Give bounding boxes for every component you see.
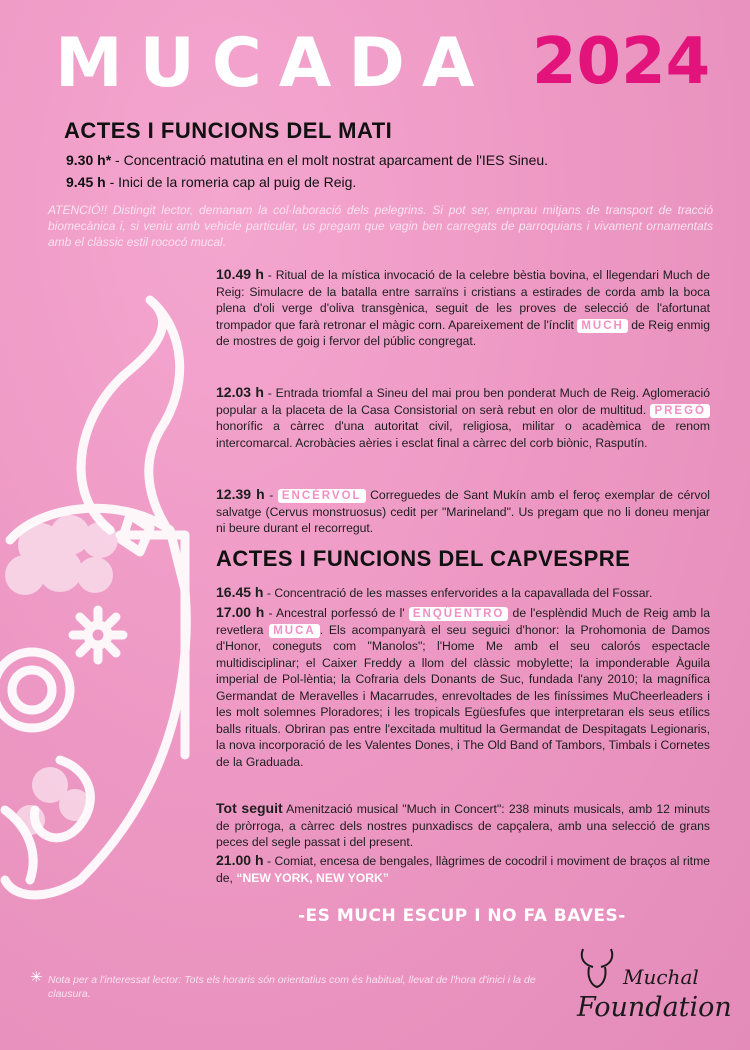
text-1239-a: - (264, 488, 278, 502)
text-1700-b: de l'esplèndid Much de Reig amb la revetlera (216, 606, 711, 637)
page-title: MUCADA (55, 24, 492, 103)
text-1049-b: de Reig enmig de mostres de goig i fervor del públic congregat. (216, 317, 710, 348)
schedule-block-1700 (216, 604, 710, 770)
schedule-block-1645 (216, 584, 710, 602)
pill-enquentro: ENQÜENTRO (409, 607, 508, 621)
title-year: 2024 (532, 25, 711, 99)
text-1049-a: - Ritual de la mística invocació de la celebre bèstia bovina, el llegendari Much de Reig: Simulacre de la batalla entre sarraïns i cristians a estirades de corda amb la boca plena d'oli verge d'oliva transgènica, seguit de les proves de selecció de l'afortunat trompador que farà retronar el màgic corn. Apareixement de l'ínclit (216, 268, 710, 332)
label-tot-seguit: Tot seguit (216, 800, 283, 816)
schedule-item-0945 (66, 174, 356, 190)
schedule-block-1239 (216, 486, 710, 537)
slogan: -ES MUCH ESCUP I NO FA BAVES- (298, 906, 626, 926)
text-1700-a: - Ancestral porfessó de l' (264, 606, 409, 620)
time-1700: 17.00 h (216, 604, 265, 620)
pill-much: MUCH (577, 319, 628, 333)
text-2100: - Comiat, encesa de bengales, llàgrimes de cocodril i moviment de braços al ritme de, (216, 854, 710, 885)
text-1239-b: Correguedes de Sant Mukín amb el feroç exemplar de cérvol salvatge (Cervus monstruosus) cedit per "Marineland". Us pregam que no li doneu menjar ni beure durant el recorregut. (216, 488, 710, 535)
asterisk-icon: ✳ (30, 969, 43, 986)
logo-foundation: Foundation (577, 992, 732, 1023)
attention-notice: ATENCIÓ!! Distingit lector, demanam la col·laboració dels pelegrins. Si pot ser, emprau mitjans de transport de tracció biomecànica i, si veniu amb vehicle particular, us pregam que vagin ben carregats de parroquians i vivament ornamentats amb el clàssic estil rococó mucal. (48, 203, 713, 249)
schedule-item-0930 (66, 152, 548, 168)
text-0945: - Inici de la romeria cap al puig de Reig. (105, 174, 357, 190)
text-1203-b: honorífic a càrrec d'una autoritat civil, religiosa, militar o acadèmica de renom intercomarcal. Acrobàcies aèries i esclat final a càrrec del corb biònic, Rasputín. (216, 419, 710, 450)
bull-head-icon (577, 945, 617, 990)
logo-muchal: Muchal (623, 965, 699, 989)
time-1203: 12.03 h (216, 384, 264, 400)
schedule-block-1203 (216, 384, 710, 451)
time-2100: 21.00 h (216, 852, 264, 868)
new-york-highlight: “NEW YORK, NEW YORK” (236, 870, 389, 885)
schedule-block-tot-seguit (216, 800, 710, 851)
muchal-foundation-logo (565, 945, 732, 1030)
time-0930: 9.30 h* (66, 152, 112, 168)
section-title-morning: ACTES I FUNCIONS DEL MATI (64, 118, 393, 143)
time-0945: 9.45 h (66, 174, 106, 190)
text-1203-a: - Entrada triomfal a Sineu del mai prou ben ponderat Much de Reig. Aglomeració popular a la placeta de la Casa Consistorial on serà rebut en olor de multitud. (216, 386, 710, 417)
schedule-block-2100 (216, 852, 710, 886)
footnote: Nota per a l'interessat lector: Tots els horaris són orientatius com és habitual, llevat de l'hora d'inici i la de clausura. (48, 974, 536, 1000)
text-0930: - Concentració matutina en el molt nostrat aparcament de l'IES Sineu. (111, 152, 549, 168)
pill-prego: PREGÓ (650, 404, 710, 418)
text-tot-seguit: Amenització musical "Much in Concert": 238 minuts musicals, amb 12 minuts de pròrroga, a càrrec dels nostres punxadiscs de capçalera, amb una selecció de grans peces del segle passat i del present. (216, 802, 711, 849)
schedule-block-1049 (216, 266, 710, 350)
time-1645: 16.45 h (216, 584, 264, 600)
text-1645: - Concentració de les masses enfervorides a la capavallada del Fossar. (263, 586, 653, 600)
pill-muca: MUCA (269, 624, 320, 638)
bull-mascot-illustration (0, 290, 200, 930)
text-1700-c: . Els acompanyarà el seu seguici d'honor: la Prohomonia de Damos d'Honor, coneguts com "Manolos"; l'Home Me amb el seu calorós espectacle multidisciplinar; el Caixer Freddy a llom del clàssic mobylette; la imponderable Àguila imperial de Pol-lèntia; la Cofraria dels Donants de Suc, fundada l'any 2010; la magnífica Germandat de Meravelles i Macarrudes, enrevoltades de les finíssimes MuCheerleaders i les molt solemnes Ploradores; i les tropicals Egüesfufes que interpretaran els seus etílics balls rituals. Obriran pas entre l'excitada multitud la Germandat de Despitagats Legionaris, la nova incorporació de les Valentes Dones, i The Old Band of Tambors, Timbals i Cornetes de la Graduada. (216, 622, 710, 769)
pill-encervol: ENCÉRVOL (278, 489, 366, 503)
section-title-evening: ACTES I FUNCIONS DEL CAPVESPRE (216, 546, 631, 571)
time-1239: 12.39 h (216, 486, 265, 502)
time-1049: 10.49 h (216, 266, 264, 282)
